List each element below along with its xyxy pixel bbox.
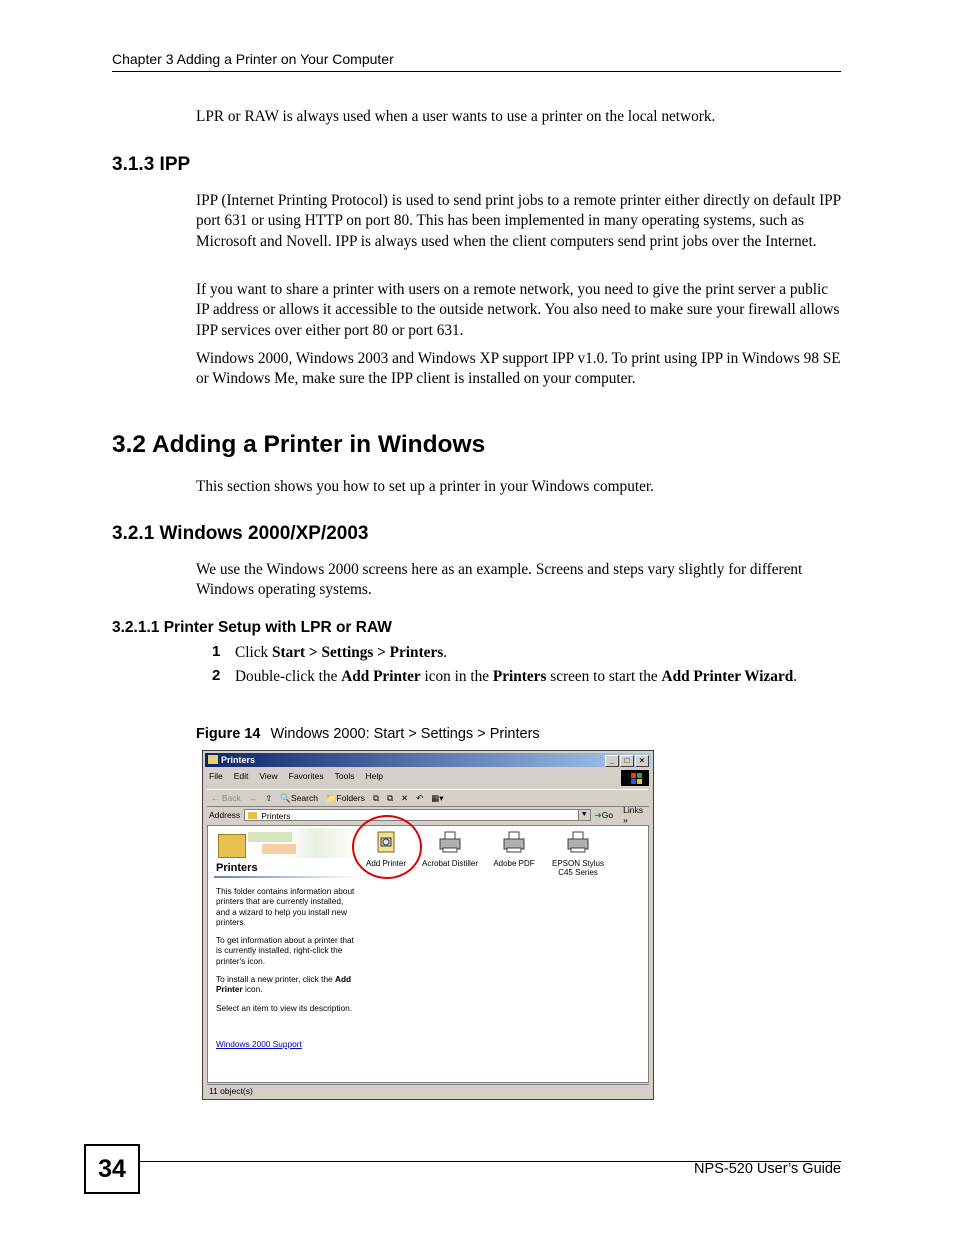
- step-text-part: Double-click the: [235, 668, 342, 685]
- heading-3-2-1-1: 3.2.1.1 Printer Setup with LPR or RAW: [112, 619, 392, 636]
- go-arrow-icon: ➜: [594, 809, 602, 820]
- forward-button[interactable]: →: [248, 793, 258, 803]
- ipp-paragraph-1: IPP (Internet Printing Protocol) is used to send print jobs to a remote printer either directly on default IPP port 631 or using HTTP on port 80. This has been implemented in many operating systems, such as Microsoft and Novell. IPP is always used when the client computers send print jobs over the Internet.: [196, 192, 841, 250]
- search-label: Search: [290, 792, 318, 803]
- folders-button[interactable]: [326, 793, 365, 804]
- printers-folder-icon: [218, 834, 246, 858]
- ipp-paragraph-2: If you want to share a printer with users on a remote network, you need to give the print server a public IP address or allows it accessible to the outside network. You also need to make sure your firewall allows IPP services over either port 80 or port 631.: [196, 281, 840, 339]
- icon-label: Add Printer: [365, 859, 407, 868]
- minimize-button[interactable]: _: [605, 755, 619, 767]
- epson-stylus-item[interactable]: [550, 830, 606, 877]
- folders-icon: 📁: [325, 792, 337, 803]
- page-number: 34: [84, 1144, 140, 1194]
- intro-paragraph: LPR or RAW is always used when a user wants to use a printer on the local network.: [196, 108, 716, 125]
- pane-description: [216, 974, 358, 995]
- printer-icons: [358, 830, 606, 877]
- step-number: 2: [212, 667, 221, 684]
- menu-help[interactable]: Help: [365, 771, 383, 781]
- step-text: [235, 667, 841, 687]
- step-text: [235, 643, 841, 663]
- printers-window: [202, 750, 654, 1100]
- printer-icon: [566, 830, 590, 856]
- step-bold: Add Printer Wizard: [661, 668, 794, 685]
- running-header: Chapter 3 Adding a Printer on Your Computer: [112, 51, 394, 67]
- heading-3-2-1: 3.2.1 Windows 2000/XP/2003: [112, 523, 369, 544]
- acrobat-distiller-item[interactable]: [422, 830, 478, 877]
- icon-label: EPSON Stylus C45 Series: [551, 859, 604, 877]
- close-button[interactable]: ×: [635, 755, 649, 767]
- step-bold: Printers: [492, 668, 547, 685]
- banner-decoration: [248, 832, 292, 842]
- windows-logo-icon: [621, 770, 649, 786]
- address-label: Address: [209, 810, 241, 820]
- folders-label: Folders: [336, 792, 365, 803]
- add-printer-item[interactable]: [358, 830, 414, 877]
- search-button[interactable]: [280, 793, 318, 804]
- address-input[interactable]: [244, 809, 590, 821]
- copy-to-icon[interactable]: ⧉: [386, 792, 394, 803]
- windows-support-link[interactable]: Windows 2000 Support: [216, 1038, 302, 1049]
- step-text-part: .: [443, 644, 448, 661]
- pane-text: icon.: [242, 984, 263, 995]
- pane-description: This folder contains information about printers that are currently installed, and a wizard to help you install new printers.: [216, 886, 355, 927]
- heading-3-1-3: 3.1.3 IPP: [112, 154, 191, 175]
- go-button[interactable]: [595, 810, 613, 821]
- folder-content: [207, 825, 649, 1083]
- menu-view[interactable]: View: [259, 771, 278, 781]
- pane-divider: [214, 876, 360, 878]
- pane-banner: [212, 828, 360, 858]
- address-value: Printers: [261, 811, 291, 821]
- header-rule: [112, 71, 841, 72]
- address-bar: [207, 807, 649, 823]
- step-number: 1: [212, 643, 221, 660]
- pane-bold: Add Printer: [216, 974, 352, 995]
- icon-label: Acrobat Distiller: [422, 859, 479, 868]
- window-titlebar[interactable]: [205, 753, 651, 767]
- menu-favorites[interactable]: Favorites: [288, 771, 324, 781]
- move-to-icon[interactable]: ⧉: [372, 792, 379, 803]
- ipp-paragraph-3: Windows 2000, Windows 2003 and Windows XP support IPP v1.0. To print using IPP in Windows 98 SE or Windows Me, make sure the IPP client is installed on your computer.: [196, 350, 841, 388]
- figure-label: Figure 14: [196, 726, 261, 742]
- printers-folder-icon: [248, 812, 257, 819]
- status-bar: 11 object(s): [207, 1084, 649, 1098]
- toolbar: [207, 789, 649, 807]
- figure-title: Windows 2000: Start > Settings > Printers: [270, 726, 540, 742]
- links-button[interactable]: Links »: [623, 805, 643, 825]
- pane-text: To install a new printer, click the: [216, 974, 335, 985]
- window-title: Printers: [221, 755, 256, 765]
- pane-description: Select an item to view its description.: [216, 1002, 353, 1013]
- web-view-pane: [212, 828, 360, 1049]
- pane-description: To get information about a printer that is currently installed, right-click the printer's icon.: [216, 935, 354, 966]
- step-text-part: .: [793, 668, 798, 685]
- address-dropdown[interactable]: ▼: [578, 810, 590, 820]
- guide-title: NPS-520 User’s Guide: [694, 1161, 841, 1177]
- step-text-part: Click: [235, 644, 272, 661]
- pane-title: Printers: [216, 862, 258, 874]
- views-button[interactable]: ▦▾: [431, 792, 444, 803]
- up-button[interactable]: ⇧: [265, 792, 273, 803]
- back-button[interactable]: ← Back: [211, 793, 241, 803]
- printer-icon: [502, 830, 526, 856]
- step-text-part: icon in the: [420, 668, 493, 685]
- add-printer-icon: [374, 830, 398, 856]
- figure-caption: [196, 726, 540, 742]
- undo-icon[interactable]: ↶: [416, 792, 424, 803]
- search-icon: 🔍: [280, 792, 291, 803]
- step-text-part: screen to start the: [546, 668, 662, 685]
- icon-label: Adobe PDF: [493, 859, 535, 868]
- step-bold: Add Printer: [341, 668, 421, 685]
- menu-bar: [209, 771, 383, 784]
- section-3-2-1-paragraph: We use the Windows 2000 screens here as an example. Screens and steps vary slightly for different Windows operating systems.: [196, 561, 803, 599]
- menu-file[interactable]: File: [209, 771, 223, 781]
- section-3-2-paragraph: This section shows you how to set up a printer in your Windows computer.: [196, 478, 654, 495]
- menu-tools[interactable]: Tools: [334, 771, 355, 781]
- maximize-button[interactable]: □: [620, 755, 634, 767]
- folder-icon: [208, 755, 218, 764]
- adobe-pdf-item[interactable]: [486, 830, 542, 877]
- menu-edit[interactable]: Edit: [233, 771, 249, 781]
- delete-icon[interactable]: ✕: [401, 792, 409, 803]
- go-label: Go: [601, 809, 614, 820]
- banner-decoration: [262, 844, 296, 854]
- printer-icon: [438, 830, 462, 856]
- step-bold: Start > Settings > Printers: [271, 644, 444, 661]
- heading-3-2: 3.2 Adding a Printer in Windows: [112, 431, 486, 458]
